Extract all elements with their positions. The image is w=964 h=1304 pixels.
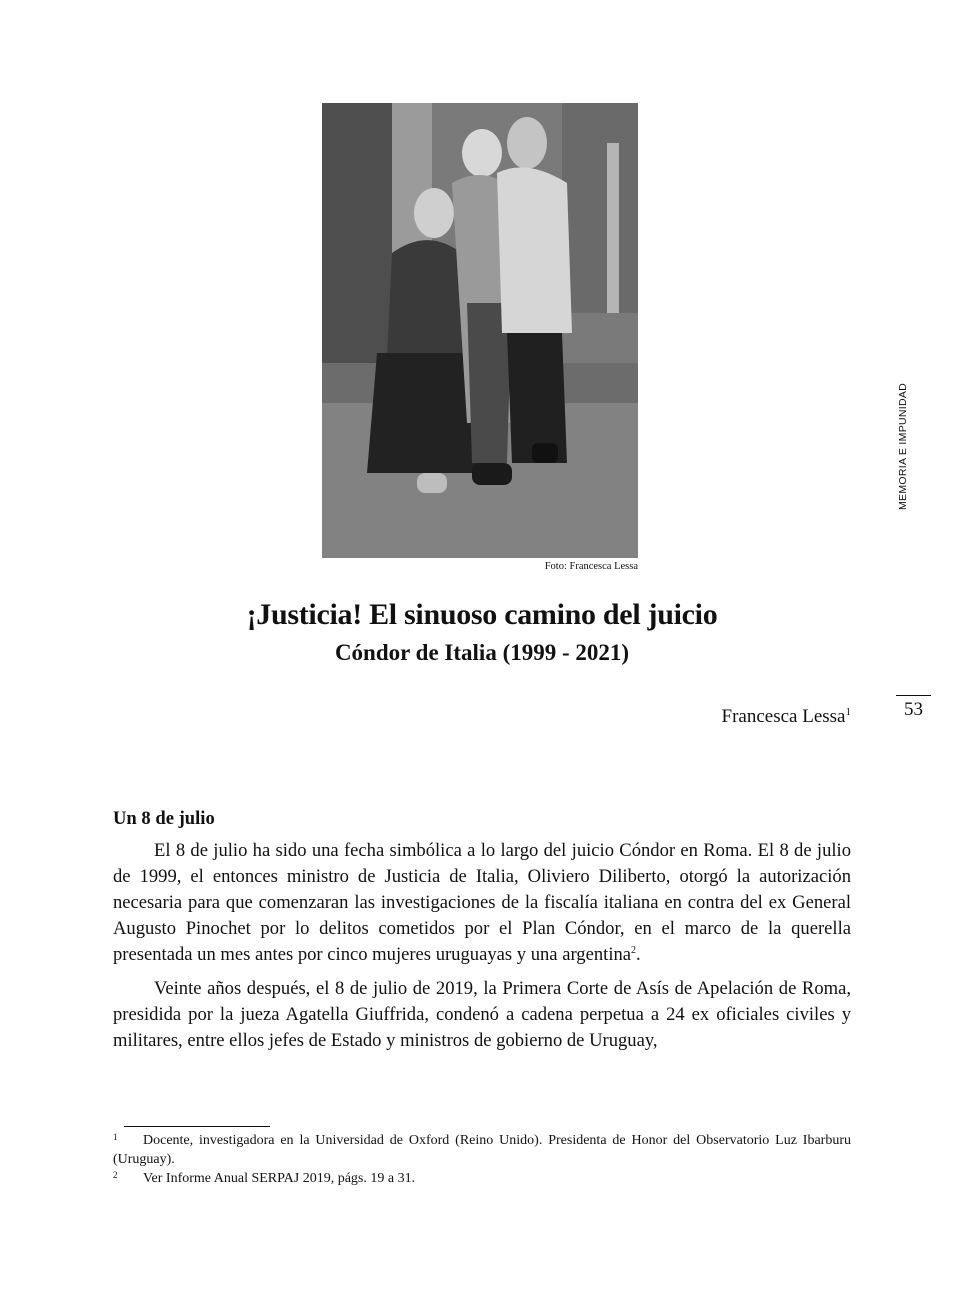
footnote-rule (124, 1126, 270, 1127)
photo-illustration (322, 103, 638, 558)
section-heading: Un 8 de julio (113, 808, 215, 829)
footnote-text: Docente, investigadora en la Universidad de Oxford (Reino Unido). Presidenta de Honor del Observatorio Luz Ibarburu (Uruguay). (113, 1133, 851, 1167)
author-line (722, 706, 851, 728)
footnotes (113, 1131, 851, 1188)
paragraph-2: Veinte años después, el 8 de julio de 2019, la Primera Corte de Asís de Apelación de Roma, presidida por la jueza Agatella Giuffrida, condenó a cadena perpetua a 24 ex oficiales civiles y militares, entre ellos jefes de Estado y ministros de gobierno de Uruguay, (113, 978, 851, 1051)
footnote-text: Ver Informe Anual SERPAJ 2019, págs. 19 a 31. (143, 1171, 416, 1186)
article-title: ¡Justicia! El sinuoso camino del juicio (246, 598, 718, 631)
page-number: 53 (904, 699, 923, 720)
footnote-ref-1[interactable]: 1 (845, 706, 851, 718)
footnote-2 (113, 1169, 851, 1188)
footnote-1 (113, 1131, 851, 1169)
footnote-number: 1 (113, 1132, 118, 1142)
footnote-number: 2 (113, 1170, 118, 1180)
footnote-ref-2[interactable]: 2 (631, 945, 637, 956)
paragraph-1-text: El 8 de julio ha sido una fecha simbólica a lo largo del juicio Cóndor en Roma. El 8 de julio de 1999, el entonces ministro de Justicia de Italia, Oliviero Diliberto, otorgó la autorización necesaria para que comenzaran las investigaciones de la fiscalía italiana en contra del ex General Augusto Pinochet por lo delitos cometidos por el Plan Cóndor, en el marco de la querella presentada un mes antes por cinco mujeres uruguayas y una argentina (113, 840, 851, 965)
article-body (113, 806, 851, 1062)
page-number-rule (896, 695, 931, 696)
photo (322, 103, 638, 558)
article-subtitle: Cóndor de Italia (1999 - 2021) (334, 640, 630, 665)
photo-caption: Foto: Francesca Lessa (544, 561, 638, 572)
author-name: Francesca Lessa (721, 706, 846, 727)
running-head-section: MEMORIA E IMPUNIDAD (897, 382, 909, 510)
paragraph-1 (113, 838, 851, 968)
paragraph-1-end: . (636, 944, 641, 965)
